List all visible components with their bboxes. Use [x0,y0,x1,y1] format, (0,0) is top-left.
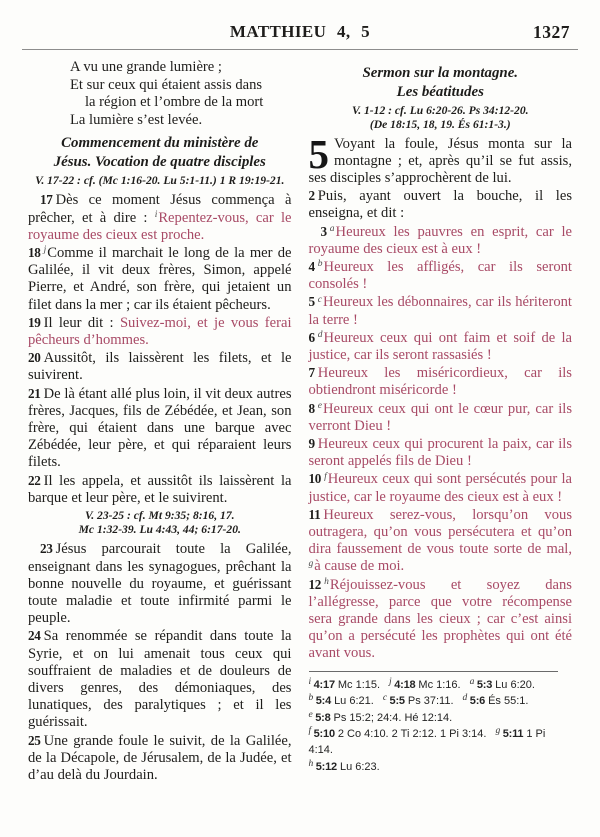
verse-paragraph [309,400,573,435]
footnote-marker: a [329,223,335,234]
verse-paragraph [309,435,573,470]
footnote-line [309,710,573,726]
verse-number: 4 [308,259,315,275]
verse-paragraph [28,314,292,349]
poem-line: La lumière s’est levée. [70,111,203,128]
verse-paragraph [28,627,292,731]
verse-paragraph [309,470,573,505]
footnote-marker: g [495,726,501,737]
verse-number: 21 [28,385,41,401]
footnotes-block [309,677,573,775]
section-heading [28,134,292,171]
verse-text: Lu 6:21. [334,695,374,708]
poem-line: la région et l’ombre de la mort [85,94,264,110]
left-column [28,59,292,784]
words-of-jesus: Heureux les pauvres en esprit, car le royaume des cieux est à eux ! [308,223,572,257]
footnote-marker: g [308,558,314,569]
footnote-marker: b [308,693,314,704]
verse-paragraph [309,187,573,222]
footnote-reference: 5:6 [469,695,486,708]
footnote-reference: 5:4 [315,695,332,708]
verse-paragraph [308,130,573,188]
footnote-reference: 5:8 [315,711,331,724]
footnote-marker: f [324,471,327,482]
footnote-marker: j [389,677,392,688]
footnote-marker: j [43,245,47,256]
footnote-reference: 5:12 [315,760,337,773]
footnote-reference: 5:10 [313,727,335,740]
verse-number: 9 [308,436,315,452]
words-of-jesus: Suivez-moi, et je vous ferai pêcheurs d’hommes. [28,314,292,349]
verse-paragraph [309,364,573,399]
verse-paragraph [28,244,292,314]
words-of-jesus: Heureux ceux qui ont faim et soif de la justice, car ils seront rassasiés ! [308,329,572,364]
verse-number: 19 [28,314,41,330]
verse-text: Lu 6:23. [339,760,380,773]
words-of-jesus: Heureux les miséricordieux, car ils obtiendront miséricorde ! [308,365,572,399]
footnote-marker: f [308,726,312,737]
section-heading [309,64,573,101]
verse-number: 3 [320,223,327,239]
verse-text: Ps 15:2; 24:4. Hé 12:14. [333,711,453,724]
footnote-marker: c [382,693,388,704]
footnote-reference: 5:5 [389,695,405,708]
verse-paragraph [28,349,292,384]
chapter-number: 5 [308,130,328,177]
verse-number: 5 [308,294,315,310]
verse-number: 6 [308,329,315,345]
words-of-jesus: Réjouissez-vous et soyez dans l’allégresse, parce que votre récompense sera grande dans les cieux ; car c’est ainsi qu’on a persécuté les prophètes qui ont été avant vous. [308,576,572,662]
footnote-reference: 5:3 [476,678,493,691]
text-columns [28,59,572,784]
verse-number: 20 [28,350,41,366]
verse-text: Puis, ayant ouvert la bouche, il les enseigna, et dit : [308,188,572,222]
words-of-jesus: Heureux ceux qui ont le cœur pur, car ils verront Dieu ! [308,400,572,434]
footnote-reference: 4:18 [394,678,416,691]
section-heading-line: Commencement du ministère de [61,135,259,151]
verse-text: Il leur dit : [43,314,120,331]
cross-reference [28,174,292,188]
verse-number: 24 [28,628,41,644]
footnote-marker: b [317,259,323,270]
verse-paragraph [28,191,292,244]
footnote-marker: c [317,294,323,305]
verse-number: 18 [28,245,41,260]
verse-number: 7 [308,365,315,381]
words-of-jesus: à cause de moi. [314,558,405,575]
footnote-line [309,726,573,759]
section-heading-line: Les béatitudes [396,83,484,100]
verse-number: 12 [308,576,322,592]
verse-text: Il les appela, et aussitôt ils laissèrent la barque et leur père, et le suivirent. [28,472,292,506]
verse-text: Ps 37:11. [407,695,454,708]
verse-text: 1 Pi 4:14. [308,727,546,757]
poem-line: A vu une grande lumière ; [70,59,222,75]
footnote-line [309,693,573,709]
words-of-jesus: Heureux ceux qui sont persécutés pour la justice, car le royaume des cieux est à eux ! [308,471,572,505]
footnote-marker: i [154,209,158,220]
footnote-reference: 4:17 [313,678,335,691]
page-number: 1327 [533,22,570,42]
footnote-line [309,677,573,693]
verse-text: Aussitôt, ils laissèrent les filets, et le suivirent. [28,350,292,384]
footnote-marker: h [324,576,329,587]
section-heading-line: Jésus. Vocation de quatre disciples [53,153,266,170]
verse-text: Mc 1:16. [418,678,461,691]
verse-paragraph [309,576,573,663]
footnote-marker: h [308,759,314,770]
verse-paragraph [309,258,573,293]
footnote-marker: e [308,709,313,720]
words-of-jesus: Heureux serez-vous, lorsqu’on vous outragera, qu’on vous persécutera et qu’on dira faussement de vous toute sorte de mal, [308,506,572,558]
cross-reference [309,104,573,132]
verse-paragraph [309,293,573,328]
footnote-divider [309,671,559,672]
verse-number: 22 [28,472,41,488]
footnote-marker: i [308,677,312,688]
verse-paragraph [28,540,292,627]
cross-reference-line: V. 1-12 : cf. Lu 6:20-26. Ps 34:12-20. [351,104,529,118]
footnote-marker: d [317,329,323,340]
verse-number: 11 [308,506,321,522]
verse-number: 17 [40,192,53,208]
verse-paragraph [28,385,292,472]
verse-text: Dès ce moment Jésus commença à prêcher, et à dire : [28,192,292,226]
footnote-marker: d [462,693,468,704]
verse-text: Jésus parcourait toute la Galilée, enseignant dans les synagogues, prêchant la bonne nouvelle du royaume, et guérissant toute maladie et toute infirmité parmi le peuple. [28,541,292,627]
right-column [309,59,573,784]
footnote-reference: 5:11 [502,727,524,740]
verse-paragraph [309,329,573,364]
verse-paragraph [28,472,292,507]
verse-text: Sa renommée se répandit dans toute la Syrie, et on lui amenait tous ceux qui souffraient de maladies et de douleurs de divers genres, des démoniaques, des lunatiques, des paralytiques ; et il les guérissait. [28,628,292,731]
verse-paragraph [309,506,573,576]
poem-block [70,59,292,129]
footnote-line [309,759,573,775]
verse-number: 10 [308,471,322,487]
verse-text: Comme il marchait le long de la mer de Galilée, il vit deux frères, Simon, appelé Pierre, et André, son frère, qui jetaient un filet dans la mer ; car ils étaient pêcheurs. [28,245,292,313]
cross-reference-line: Mc 1:32-39. Lu 4:43, 44; 6:17-20. [78,523,241,537]
verse-text: Mc 1:15. [337,678,381,691]
verse-text: Une grande foule le suivit, de la Galilée, de la Décapole, de Jérusalem, de la Judée, et d’au delà du Jourdain. [28,732,292,784]
verse-text: Lu 6:20. [495,678,535,691]
cross-reference [28,509,292,537]
words-of-jesus: Heureux ceux qui procurent la paix, car ils seront appelés fils de Dieu ! [308,436,572,470]
verse-paragraph [309,223,573,258]
running-head-title: MATTHIEU 4, 5 [229,22,371,41]
footnote-marker: a [469,677,475,688]
page-header [28,22,572,44]
section-heading-line: Sermon sur la montagne. [362,65,519,81]
poem-line: Et sur ceux qui étaient assis dans [70,76,263,93]
verse-number: 25 [28,732,41,748]
words-of-jesus: Repentez-vous, car le royaume des cieux est proche. [28,209,292,243]
cross-reference-line: (De 18:15, 18, 19. És 61:1-3.) [369,118,511,132]
cross-reference-line: V. 23-25 : cf. Mt 9:35; 8:16, 17. [84,509,235,523]
verse-number: 23 [40,541,53,557]
footnote-marker: e [317,400,323,411]
words-of-jesus: Heureux les débonnaires, car ils hériteront la terre ! [308,294,572,328]
verse-text: 2 Co 4:10. 2 Ti 2:12. 1 Pi 3:14. [337,727,487,740]
verse-text: És 55:1. [488,695,529,708]
verse-number: 2 [308,188,315,204]
verse-text: De là étant allé plus loin, il vit deux autres frères, Jacques, fils de Zébédée, et Jean, son frère, qui étaient dans une barque avec Zébédée, leur père, et qui réparaient leurs filets. [28,385,292,471]
words-of-jesus: Heureux les affligés, car ils seront consolés ! [308,259,572,293]
verse-text: Voyant la foule, Jésus monta sur la montagne ; et, après qu’il se fut assis, ses disciples s’approchèrent de lui. [308,135,572,186]
header-rule [22,49,578,50]
cross-reference-line: V. 17-22 : cf. (Mc 1:16-20. Lu 5:1-11.) 1 R 19:19-21. [35,174,285,188]
verse-paragraph [28,732,292,785]
verse-number: 8 [308,400,315,416]
